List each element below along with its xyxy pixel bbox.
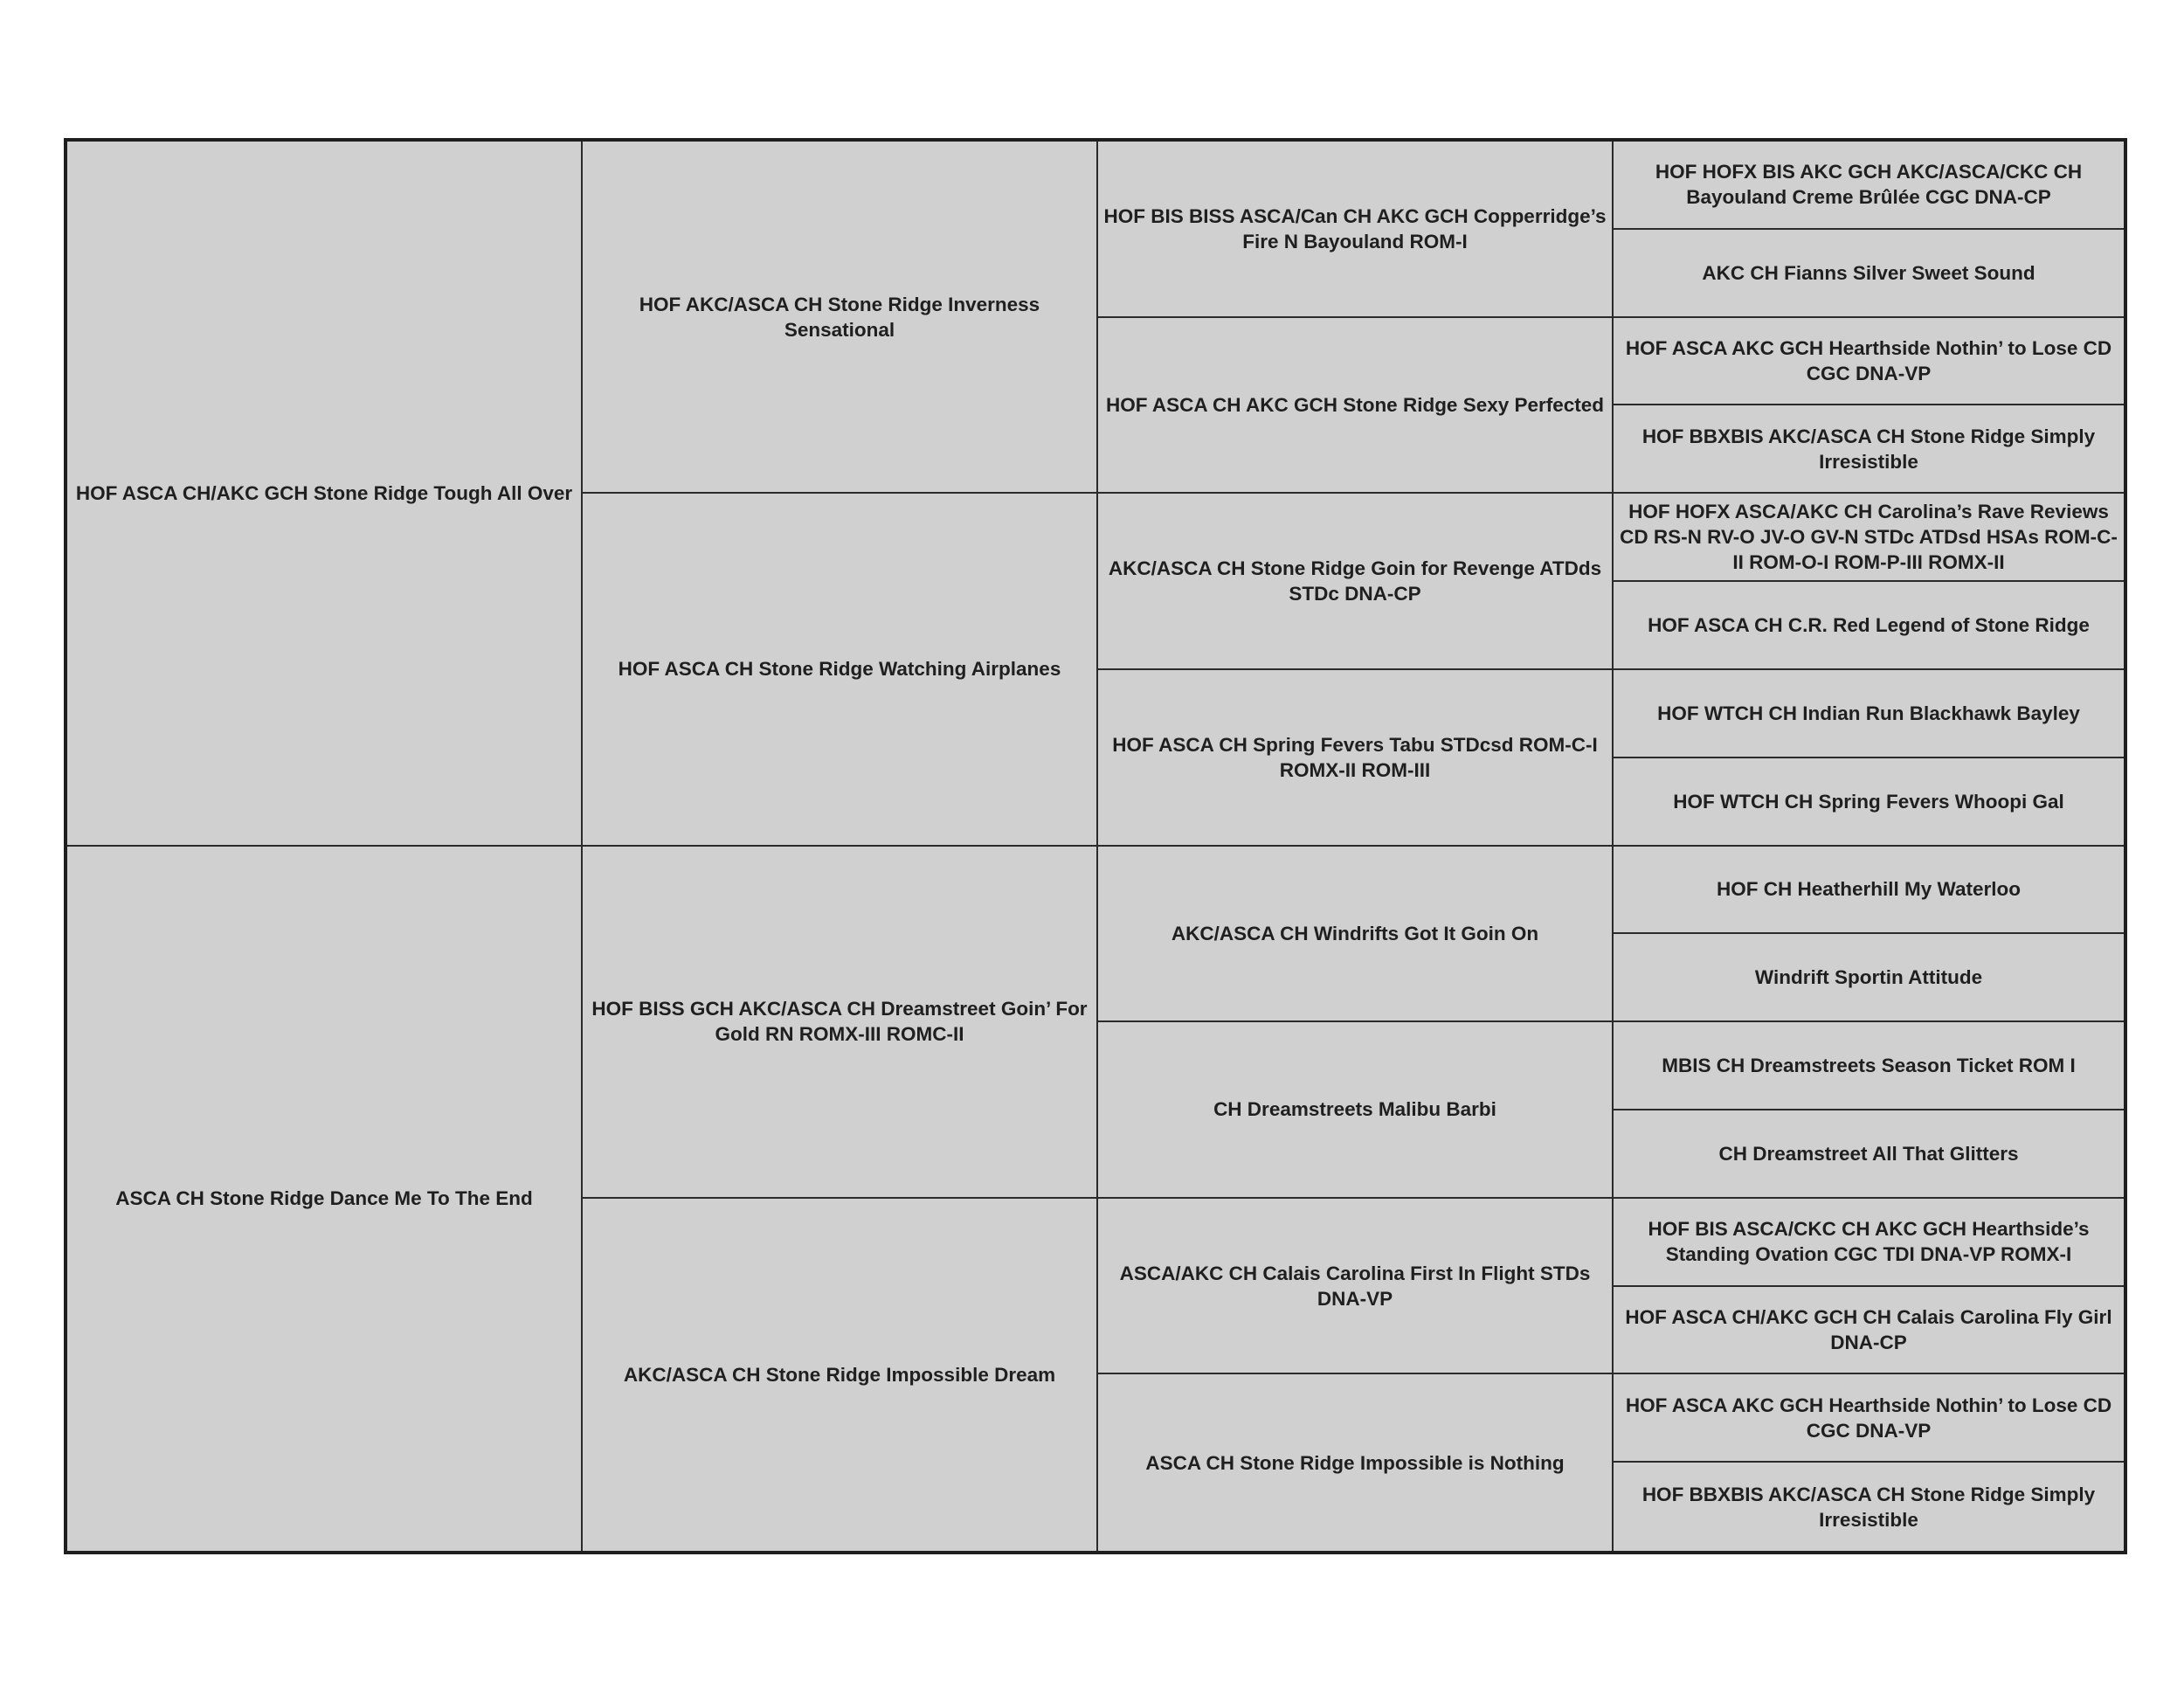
grandparent-4: AKC/ASCA CH Stone Ridge Impossible Dream (583, 1199, 1098, 1551)
gg-grandparent-11: MBIS CH Dreamstreets Season Ticket ROM I (1614, 1022, 2124, 1110)
gg-grandparent-9: HOF CH Heatherhill My Waterloo (1614, 847, 2124, 935)
great-grandparent-7: ASCA/AKC CH Calais Carolina First In Flight STDs DNA-VP (1098, 1199, 1614, 1375)
gg-grandparent-15: HOF ASCA AKC GCH Hearthside Nothin’ to Lose CD CGC DNA-VP (1614, 1374, 2124, 1463)
gg-grandparent-2: AKC CH Fianns Silver Sweet Sound (1614, 230, 2124, 318)
great-grandparent-4: HOF ASCA CH Spring Fevers Tabu STDcsd ROM-C-I ROMX-II ROM-III (1098, 670, 1614, 847)
gg-grandparent-3: HOF ASCA AKC GCH Hearthside Nothin’ to Lose CD CGC DNA-VP (1614, 318, 2124, 406)
great-grandparent-5: AKC/ASCA CH Windrifts Got It Goin On (1098, 847, 1614, 1023)
gg-grandparent-7: HOF WTCH CH Indian Run Blackhawk Bayley (1614, 670, 2124, 758)
great-grandparent-1: HOF BIS BISS ASCA/Can CH AKC GCH Copperridge’s Fire N Bayouland ROM-I (1098, 142, 1614, 318)
gg-grandparent-16: HOF BBXBIS AKC/ASCA CH Stone Ridge Simply Irresistible (1614, 1463, 2124, 1551)
gg-grandparent-14: HOF ASCA CH/AKC GCH CH Calais Carolina Fly Girl DNA-CP (1614, 1287, 2124, 1375)
grandparent-3: HOF BISS GCH AKC/ASCA CH Dreamstreet Goin’ For Gold RN ROMX-III ROMC-II (583, 847, 1098, 1199)
great-grandparent-3: AKC/ASCA CH Stone Ridge Goin for Revenge ATDds STDc DNA-CP (1098, 494, 1614, 670)
gg-grandparent-1: HOF HOFX BIS AKC GCH AKC/ASCA/CKC CH Bayouland Creme Brûlée CGC DNA-CP (1614, 142, 2124, 230)
gg-grandparent-4: HOF BBXBIS AKC/ASCA CH Stone Ridge Simply Irresistible (1614, 405, 2124, 494)
gg-grandparent-13: HOF BIS ASCA/CKC CH AKC GCH Hearthside’s Standing Ovation CGC TDI DNA-VP ROMX-I (1614, 1199, 2124, 1287)
dam: ASCA CH Stone Ridge Dance Me To The End (67, 847, 583, 1552)
great-grandparent-2: HOF ASCA CH AKC GCH Stone Ridge Sexy Perfected (1098, 318, 1614, 495)
pedigree-chart (64, 138, 2127, 1554)
gg-grandparent-10: Windrift Sportin Attitude (1614, 934, 2124, 1022)
grandparent-1: HOF AKC/ASCA CH Stone Ridge Inverness Sensational (583, 142, 1098, 494)
gg-grandparent-12: CH Dreamstreet All That Glitters (1614, 1110, 2124, 1199)
great-grandparent-8: ASCA CH Stone Ridge Impossible is Nothing (1098, 1374, 1614, 1551)
gg-grandparent-8: HOF WTCH CH Spring Fevers Whoopi Gal (1614, 758, 2124, 847)
gg-grandparent-6: HOF ASCA CH C.R. Red Legend of Stone Ridge (1614, 582, 2124, 670)
great-grandparent-6: CH Dreamstreets Malibu Barbi (1098, 1022, 1614, 1199)
gg-grandparent-5: HOF HOFX ASCA/AKC CH Carolina’s Rave Reviews CD RS-N RV-O JV-O GV-N STDc ATDsd HSAs ROM-C-II ROM-O-I ROM-P-III ROMX-II (1614, 494, 2124, 582)
sire: HOF ASCA CH/AKC GCH Stone Ridge Tough All Over (67, 142, 583, 847)
grandparent-2: HOF ASCA CH Stone Ridge Watching Airplanes (583, 494, 1098, 846)
